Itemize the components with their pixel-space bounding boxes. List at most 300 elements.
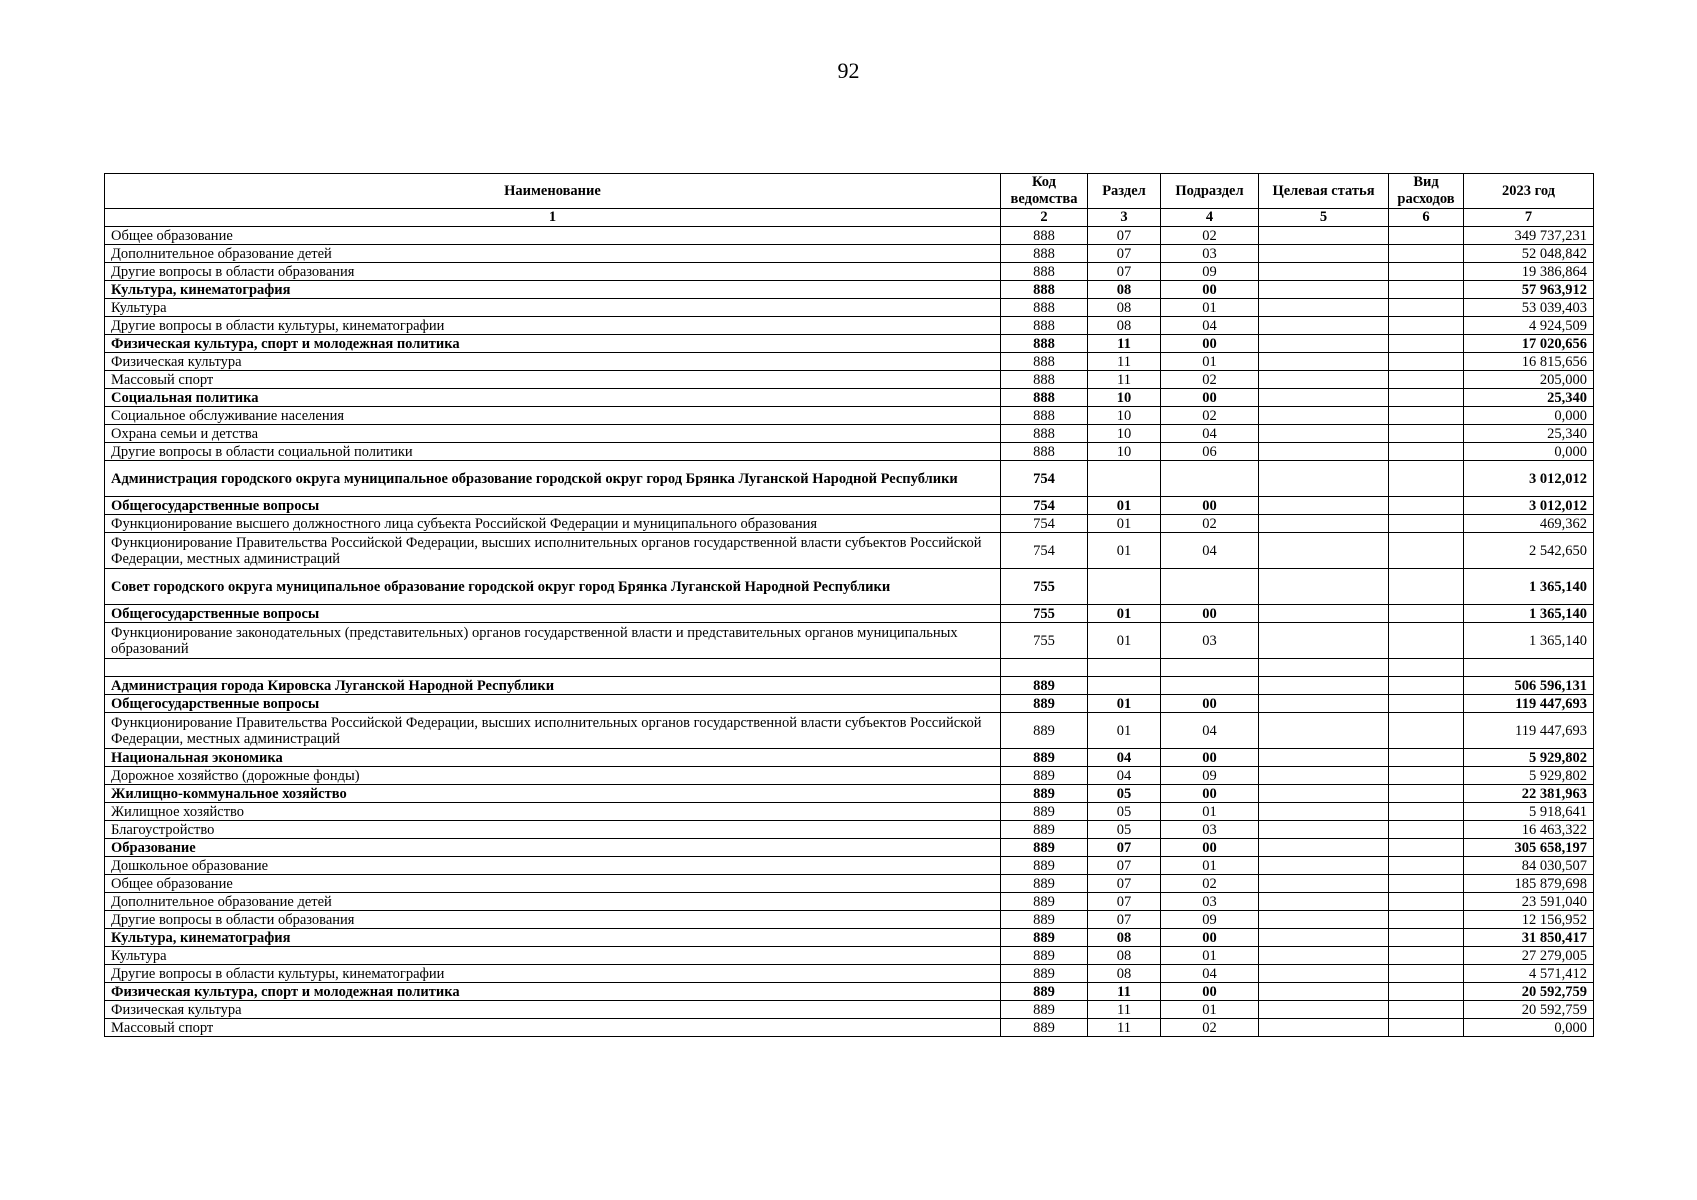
row-section: 04: [1088, 767, 1161, 785]
table-row: [105, 569, 1594, 605]
row-section: 11: [1088, 353, 1161, 371]
row-name: Другие вопросы в области культуры, кинематографии: [105, 965, 1001, 983]
row-expense-type: [1389, 947, 1464, 965]
row-target: [1259, 407, 1389, 425]
row-expense-type: [1389, 245, 1464, 263]
row-amount: 25,340: [1464, 425, 1594, 443]
row-amount: 25,340: [1464, 389, 1594, 407]
row-subsection: 01: [1161, 803, 1259, 821]
row-name: Дополнительное образование детей: [105, 245, 1001, 263]
row-dept-code: 889: [1001, 713, 1088, 749]
row-expense-type: [1389, 281, 1464, 299]
table-row: [105, 659, 1594, 677]
row-name: Физическая культура, спорт и молодежная политика: [105, 983, 1001, 1001]
row-subsection: [1161, 659, 1259, 677]
row-section: 01: [1088, 713, 1161, 749]
row-name: Совет городского округа муниципальное образование городской округ город Брянка Луганской Народной Республики: [105, 569, 1001, 605]
row-section: 11: [1088, 1019, 1161, 1037]
row-amount: 22 381,963: [1464, 785, 1594, 803]
row-expense-type: [1389, 803, 1464, 821]
row-expense-type: [1389, 911, 1464, 929]
row-section: 11: [1088, 371, 1161, 389]
row-subsection: 04: [1161, 425, 1259, 443]
row-name: Физическая культура: [105, 1001, 1001, 1019]
row-dept-code: 889: [1001, 947, 1088, 965]
row-dept-code: 754: [1001, 533, 1088, 569]
row-amount: 16 463,322: [1464, 821, 1594, 839]
row-target: [1259, 803, 1389, 821]
row-name: Культура, кинематография: [105, 281, 1001, 299]
row-subsection: 01: [1161, 353, 1259, 371]
row-dept-code: 889: [1001, 911, 1088, 929]
row-name: Другие вопросы в области образования: [105, 263, 1001, 281]
column-number: 3: [1088, 209, 1161, 227]
row-target: [1259, 281, 1389, 299]
row-dept-code: 754: [1001, 461, 1088, 497]
table-row: [105, 407, 1594, 425]
row-amount: 84 030,507: [1464, 857, 1594, 875]
row-subsection: 03: [1161, 821, 1259, 839]
row-name: Социальное обслуживание населения: [105, 407, 1001, 425]
row-target: [1259, 605, 1389, 623]
row-amount: 27 279,005: [1464, 947, 1594, 965]
row-name: Национальная экономика: [105, 749, 1001, 767]
row-section: 10: [1088, 407, 1161, 425]
row-section: 05: [1088, 821, 1161, 839]
row-expense-type: [1389, 839, 1464, 857]
row-target: [1259, 929, 1389, 947]
row-name: Общее образование: [105, 227, 1001, 245]
row-name: Функционирование Правительства Российской Федерации, высших исполнительных органов государственной власти субъектов Российской Федерации, местных администраций: [105, 713, 1001, 749]
header-year: 2023 год: [1464, 174, 1594, 209]
header-section: Раздел: [1088, 174, 1161, 209]
table-row: [105, 281, 1594, 299]
header-target: Целевая статья: [1259, 174, 1389, 209]
row-section: 08: [1088, 965, 1161, 983]
row-name: Дошкольное образование: [105, 857, 1001, 875]
table-row: [105, 605, 1594, 623]
row-expense-type: [1389, 335, 1464, 353]
row-amount: 57 963,912: [1464, 281, 1594, 299]
row-section: 01: [1088, 623, 1161, 659]
row-subsection: 01: [1161, 857, 1259, 875]
row-expense-type: [1389, 371, 1464, 389]
row-amount: 119 447,693: [1464, 695, 1594, 713]
row-name: Общегосударственные вопросы: [105, 605, 1001, 623]
row-name: Жилищное хозяйство: [105, 803, 1001, 821]
page-number: 92: [837, 58, 860, 83]
table-row: [105, 425, 1594, 443]
row-amount: 52 048,842: [1464, 245, 1594, 263]
row-name: Благоустройство: [105, 821, 1001, 839]
row-expense-type: [1389, 875, 1464, 893]
row-target: [1259, 461, 1389, 497]
row-section: 01: [1088, 533, 1161, 569]
row-name: Культура, кинематография: [105, 929, 1001, 947]
row-name: Администрация города Кировска Луганской Народной Республики: [105, 677, 1001, 695]
row-expense-type: [1389, 461, 1464, 497]
row-target: [1259, 785, 1389, 803]
row-expense-type: [1389, 893, 1464, 911]
row-amount: 119 447,693: [1464, 713, 1594, 749]
table-row: [105, 767, 1594, 785]
row-expense-type: [1389, 605, 1464, 623]
row-target: [1259, 497, 1389, 515]
row-subsection: 06: [1161, 443, 1259, 461]
row-amount: 506 596,131: [1464, 677, 1594, 695]
row-target: [1259, 983, 1389, 1001]
header-expense-type: Вид расходов: [1389, 174, 1464, 209]
row-expense-type: [1389, 695, 1464, 713]
row-dept-code: 889: [1001, 875, 1088, 893]
table-row: [105, 353, 1594, 371]
column-number: 7: [1464, 209, 1594, 227]
header-row: [105, 174, 1594, 209]
row-subsection: 04: [1161, 317, 1259, 335]
row-dept-code: 888: [1001, 443, 1088, 461]
row-target: [1259, 893, 1389, 911]
row-target: [1259, 1019, 1389, 1037]
table-row: [105, 1001, 1594, 1019]
row-amount: 1 365,140: [1464, 605, 1594, 623]
row-subsection: 03: [1161, 245, 1259, 263]
row-subsection: 00: [1161, 983, 1259, 1001]
row-expense-type: [1389, 497, 1464, 515]
row-name: Социальная политика: [105, 389, 1001, 407]
row-name: Общее образование: [105, 875, 1001, 893]
row-name: Культура: [105, 299, 1001, 317]
row-section: 07: [1088, 911, 1161, 929]
row-amount: [1464, 659, 1594, 677]
row-amount: 0,000: [1464, 443, 1594, 461]
row-section: 08: [1088, 299, 1161, 317]
row-subsection: 00: [1161, 281, 1259, 299]
row-subsection: [1161, 569, 1259, 605]
table-row: [105, 335, 1594, 353]
table-body: [105, 227, 1594, 1037]
row-dept-code: 889: [1001, 965, 1088, 983]
row-target: [1259, 821, 1389, 839]
row-name: Жилищно-коммунальное хозяйство: [105, 785, 1001, 803]
row-section: 04: [1088, 749, 1161, 767]
column-number: 4: [1161, 209, 1259, 227]
row-section: 07: [1088, 227, 1161, 245]
row-section: 07: [1088, 263, 1161, 281]
row-name: Массовый спорт: [105, 371, 1001, 389]
row-dept-code: 889: [1001, 749, 1088, 767]
table-row: [105, 965, 1594, 983]
row-dept-code: 888: [1001, 425, 1088, 443]
row-target: [1259, 965, 1389, 983]
row-expense-type: [1389, 1019, 1464, 1037]
header-dept-code: Код ведомства: [1001, 174, 1088, 209]
row-amount: 4 924,509: [1464, 317, 1594, 335]
row-name: Другие вопросы в области социальной политики: [105, 443, 1001, 461]
table-row: [105, 929, 1594, 947]
row-dept-code: 888: [1001, 407, 1088, 425]
table-row: [105, 497, 1594, 515]
row-section: 10: [1088, 389, 1161, 407]
row-expense-type: [1389, 353, 1464, 371]
row-expense-type: [1389, 623, 1464, 659]
table-row: [105, 749, 1594, 767]
row-expense-type: [1389, 713, 1464, 749]
row-target: [1259, 353, 1389, 371]
row-dept-code: 889: [1001, 821, 1088, 839]
row-dept-code: 755: [1001, 623, 1088, 659]
row-dept-code: [1001, 659, 1088, 677]
row-expense-type: [1389, 749, 1464, 767]
row-expense-type: [1389, 425, 1464, 443]
row-subsection: 02: [1161, 227, 1259, 245]
row-name: Дополнительное образование детей: [105, 893, 1001, 911]
row-amount: 23 591,040: [1464, 893, 1594, 911]
row-target: [1259, 335, 1389, 353]
row-amount: 31 850,417: [1464, 929, 1594, 947]
row-target: [1259, 227, 1389, 245]
row-target: [1259, 245, 1389, 263]
table-row: [105, 803, 1594, 821]
row-name: [105, 659, 1001, 677]
row-section: 05: [1088, 803, 1161, 821]
row-dept-code: 889: [1001, 1019, 1088, 1037]
row-target: [1259, 947, 1389, 965]
row-amount: 305 658,197: [1464, 839, 1594, 857]
row-amount: 20 592,759: [1464, 1001, 1594, 1019]
row-dept-code: 889: [1001, 785, 1088, 803]
column-number: 2: [1001, 209, 1088, 227]
row-name: Функционирование законодательных (представительных) органов государственной власти и представительных органов муниципальных образований: [105, 623, 1001, 659]
row-section: [1088, 569, 1161, 605]
row-target: [1259, 767, 1389, 785]
row-target: [1259, 371, 1389, 389]
row-subsection: 00: [1161, 695, 1259, 713]
row-subsection: 02: [1161, 515, 1259, 533]
row-section: 11: [1088, 1001, 1161, 1019]
row-dept-code: 889: [1001, 767, 1088, 785]
row-target: [1259, 569, 1389, 605]
row-section: 07: [1088, 893, 1161, 911]
table-row: [105, 911, 1594, 929]
row-section: 10: [1088, 425, 1161, 443]
table-row: [105, 857, 1594, 875]
row-subsection: 00: [1161, 335, 1259, 353]
row-subsection: 00: [1161, 839, 1259, 857]
row-amount: 205,000: [1464, 371, 1594, 389]
row-dept-code: 889: [1001, 857, 1088, 875]
column-number: 1: [105, 209, 1001, 227]
row-dept-code: 889: [1001, 803, 1088, 821]
table-row: [105, 443, 1594, 461]
row-amount: 20 592,759: [1464, 983, 1594, 1001]
row-expense-type: [1389, 677, 1464, 695]
row-target: [1259, 677, 1389, 695]
table-row: [105, 839, 1594, 857]
row-expense-type: [1389, 929, 1464, 947]
row-amount: 5 918,641: [1464, 803, 1594, 821]
row-expense-type: [1389, 299, 1464, 317]
row-section: [1088, 677, 1161, 695]
row-dept-code: 754: [1001, 497, 1088, 515]
row-dept-code: 888: [1001, 263, 1088, 281]
row-amount: 17 020,656: [1464, 335, 1594, 353]
row-subsection: 02: [1161, 1019, 1259, 1037]
row-name: Массовый спорт: [105, 1019, 1001, 1037]
row-subsection: 09: [1161, 767, 1259, 785]
row-subsection: 01: [1161, 1001, 1259, 1019]
row-amount: 12 156,952: [1464, 911, 1594, 929]
row-subsection: 04: [1161, 533, 1259, 569]
row-subsection: 04: [1161, 965, 1259, 983]
table-row: [105, 299, 1594, 317]
table-row: [105, 713, 1594, 749]
table-row: [105, 623, 1594, 659]
table-row: [105, 533, 1594, 569]
row-subsection: 00: [1161, 749, 1259, 767]
row-target: [1259, 425, 1389, 443]
row-dept-code: 888: [1001, 281, 1088, 299]
row-subsection: 02: [1161, 875, 1259, 893]
row-dept-code: 888: [1001, 389, 1088, 407]
row-subsection: 09: [1161, 263, 1259, 281]
row-dept-code: 888: [1001, 245, 1088, 263]
row-dept-code: 754: [1001, 515, 1088, 533]
row-dept-code: 889: [1001, 929, 1088, 947]
row-expense-type: [1389, 1001, 1464, 1019]
row-name: Функционирование высшего должностного лица субъекта Российской Федерации и муниципального образования: [105, 515, 1001, 533]
table-row: [105, 263, 1594, 281]
row-amount: 5 929,802: [1464, 749, 1594, 767]
row-target: [1259, 533, 1389, 569]
row-section: 07: [1088, 245, 1161, 263]
row-target: [1259, 857, 1389, 875]
row-subsection: 00: [1161, 389, 1259, 407]
row-expense-type: [1389, 785, 1464, 803]
row-amount: 1 365,140: [1464, 623, 1594, 659]
row-amount: 5 929,802: [1464, 767, 1594, 785]
row-section: 08: [1088, 317, 1161, 335]
table-row: [105, 983, 1594, 1001]
row-dept-code: 889: [1001, 983, 1088, 1001]
row-target: [1259, 515, 1389, 533]
row-subsection: 02: [1161, 407, 1259, 425]
row-name: Функционирование Правительства Российской Федерации, высших исполнительных органов государственной власти субъектов Российской Федерации, местных администраций: [105, 533, 1001, 569]
row-name: Культура: [105, 947, 1001, 965]
budget-table: [104, 173, 1594, 1037]
row-section: 11: [1088, 335, 1161, 353]
row-expense-type: [1389, 407, 1464, 425]
table-row: [105, 461, 1594, 497]
row-expense-type: [1389, 821, 1464, 839]
row-dept-code: 888: [1001, 227, 1088, 245]
row-amount: 3 012,012: [1464, 461, 1594, 497]
row-section: 01: [1088, 605, 1161, 623]
row-amount: 469,362: [1464, 515, 1594, 533]
row-subsection: [1161, 461, 1259, 497]
row-amount: 0,000: [1464, 407, 1594, 425]
row-target: [1259, 713, 1389, 749]
row-name: Другие вопросы в области образования: [105, 911, 1001, 929]
row-target: [1259, 263, 1389, 281]
row-subsection: 09: [1161, 911, 1259, 929]
row-subsection: [1161, 677, 1259, 695]
row-section: 01: [1088, 515, 1161, 533]
row-section: 08: [1088, 947, 1161, 965]
row-dept-code: 888: [1001, 353, 1088, 371]
row-amount: 19 386,864: [1464, 263, 1594, 281]
row-target: [1259, 911, 1389, 929]
table-row: [105, 227, 1594, 245]
row-dept-code: 889: [1001, 1001, 1088, 1019]
row-expense-type: [1389, 227, 1464, 245]
row-section: [1088, 659, 1161, 677]
table-row: [105, 389, 1594, 407]
row-dept-code: 889: [1001, 893, 1088, 911]
row-amount: 0,000: [1464, 1019, 1594, 1037]
row-name: Общегосударственные вопросы: [105, 497, 1001, 515]
row-subsection: 01: [1161, 299, 1259, 317]
row-dept-code: 888: [1001, 335, 1088, 353]
row-name: Охрана семьи и детства: [105, 425, 1001, 443]
row-dept-code: 888: [1001, 317, 1088, 335]
row-section: 07: [1088, 875, 1161, 893]
row-name: Образование: [105, 839, 1001, 857]
row-expense-type: [1389, 389, 1464, 407]
row-subsection: 02: [1161, 371, 1259, 389]
row-expense-type: [1389, 443, 1464, 461]
row-target: [1259, 389, 1389, 407]
row-name: Дорожное хозяйство (дорожные фонды): [105, 767, 1001, 785]
table-row: [105, 317, 1594, 335]
row-name: Администрация городского округа муниципальное образование городской округ город Брянка Луганской Народной Республики: [105, 461, 1001, 497]
row-subsection: 03: [1161, 893, 1259, 911]
row-subsection: 01: [1161, 947, 1259, 965]
table-header: [105, 174, 1594, 227]
row-section: 01: [1088, 497, 1161, 515]
row-target: [1259, 839, 1389, 857]
table-row: [105, 515, 1594, 533]
row-subsection: 03: [1161, 623, 1259, 659]
row-expense-type: [1389, 569, 1464, 605]
table-row: [105, 371, 1594, 389]
row-expense-type: [1389, 515, 1464, 533]
row-amount: 2 542,650: [1464, 533, 1594, 569]
row-expense-type: [1389, 857, 1464, 875]
table-row: [105, 875, 1594, 893]
table-row: [105, 947, 1594, 965]
row-expense-type: [1389, 659, 1464, 677]
row-name: Другие вопросы в области культуры, кинематографии: [105, 317, 1001, 335]
row-target: [1259, 1001, 1389, 1019]
row-dept-code: 888: [1001, 371, 1088, 389]
table-row: [105, 893, 1594, 911]
row-amount: 16 815,656: [1464, 353, 1594, 371]
row-amount: 53 039,403: [1464, 299, 1594, 317]
row-subsection: 00: [1161, 785, 1259, 803]
row-amount: 349 737,231: [1464, 227, 1594, 245]
header-subsection: Подраздел: [1161, 174, 1259, 209]
row-amount: 3 012,012: [1464, 497, 1594, 515]
table-row: [105, 695, 1594, 713]
row-expense-type: [1389, 983, 1464, 1001]
row-section: [1088, 461, 1161, 497]
row-expense-type: [1389, 533, 1464, 569]
row-dept-code: 755: [1001, 569, 1088, 605]
row-expense-type: [1389, 317, 1464, 335]
row-expense-type: [1389, 263, 1464, 281]
row-section: 11: [1088, 983, 1161, 1001]
row-section: 05: [1088, 785, 1161, 803]
